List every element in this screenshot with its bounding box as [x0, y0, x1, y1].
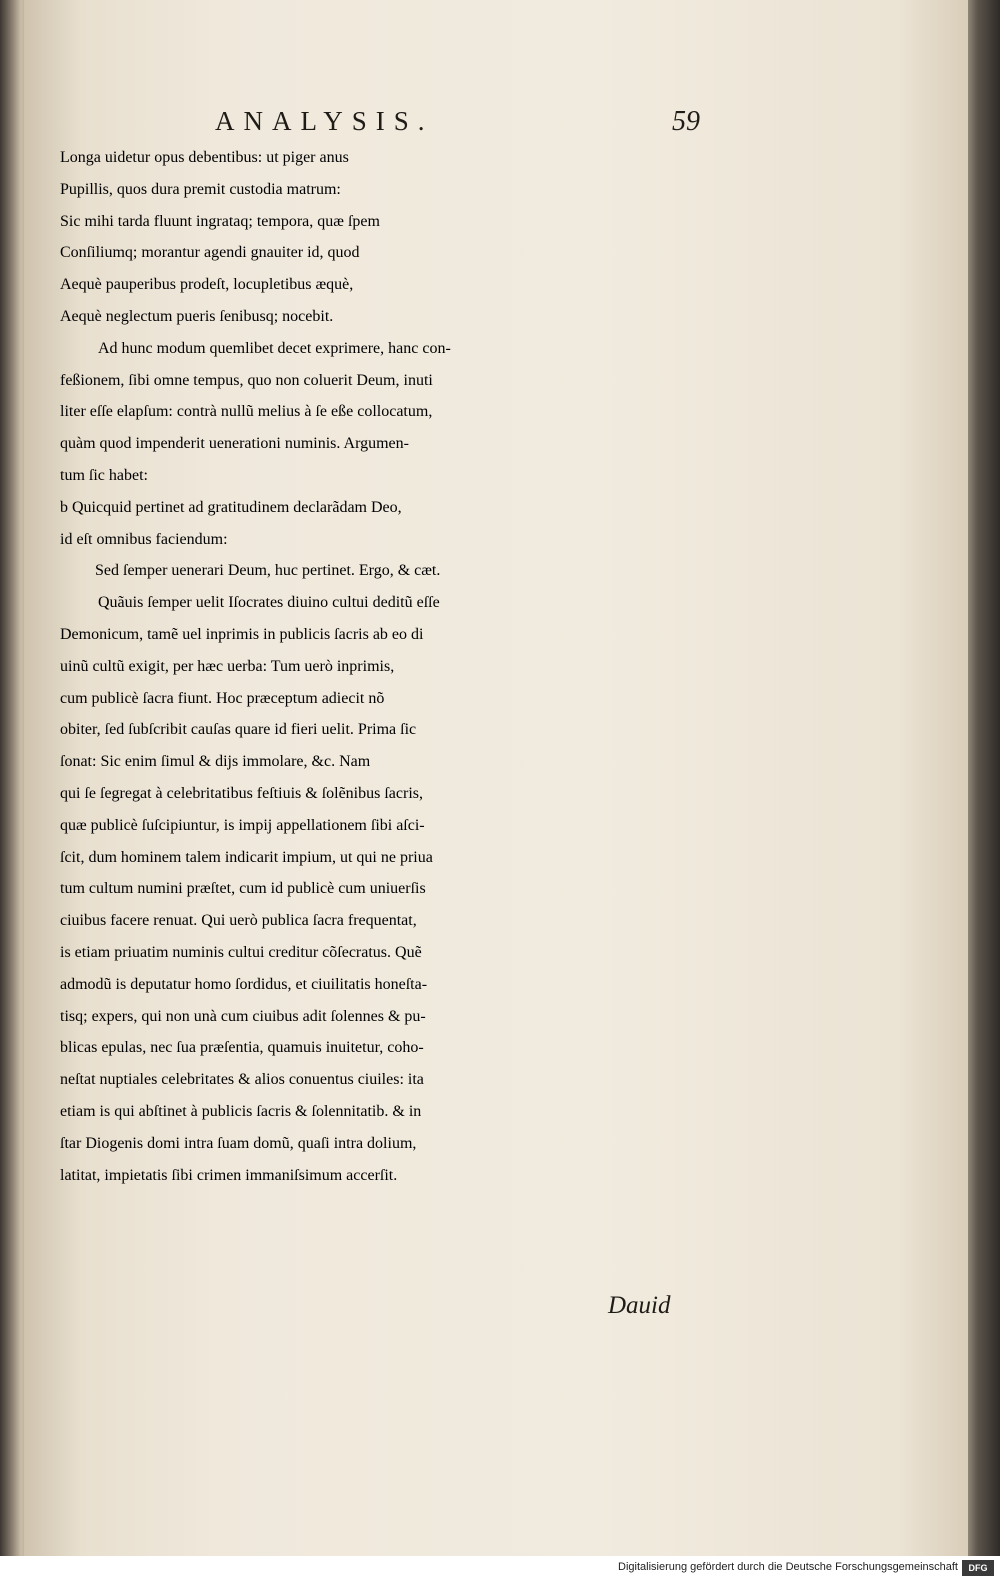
text-line: Pupillis, quos dura premit custodia matrum: — [60, 180, 341, 198]
text-line: neſtat nuptiales celebritates & alios conuentus ciuiles: ita — [60, 1071, 424, 1089]
catchword: Dauid — [608, 1292, 671, 1319]
text-line: quàm quod impenderit uenerationi numinis. Argumen- — [60, 435, 409, 453]
text-line: is etiam priuatim numinis cultui creditur cõſecratus. Quẽ — [60, 943, 422, 961]
text-line: tum ſic habet: — [60, 466, 148, 484]
footer-bar — [0, 1556, 1000, 1581]
text-line: Sic mihi tarda fluunt ingrataq; tempora, quæ ſpem — [60, 212, 380, 230]
text-line: quæ publicè ſuſcipiuntur, is impij appellationem ſibi aſci- — [60, 816, 425, 834]
right-page-edge — [968, 0, 1000, 1556]
text-line: tum cultum numini præſtet, cum id publicè cum uniuerſis — [60, 880, 426, 898]
text-line: ſonat: Sic enim ſimul & dijs immolare, &c. Nam — [60, 753, 371, 771]
text-line: feßionem, ſibi omne tempus, quo non coluerit Deum, inuti — [60, 371, 433, 389]
text-line: ſtar Diogenis domi intra ſuam domũ, quaſi intra dolium, — [60, 1134, 417, 1152]
text-line: uinũ cultũ exigit, per hæc uerba: Tum uerò inprimis, — [60, 657, 395, 675]
dfg-logo: DFG — [962, 1560, 994, 1576]
text-line: Conſiliumq; morantur agendi gnauiter id, quod — [60, 244, 360, 262]
text-line: blicas epulas, nec ſua præſentia, quamuis inuitetur, coho- — [60, 1039, 424, 1057]
text-line: liter eſſe elapſum: contrà nullũ melius à ſe eße collocatum, — [60, 403, 433, 421]
text-line: Sed ſemper uenerari Deum, huc pertinet. Ergo, & cæt. — [95, 562, 441, 580]
text-line: id eſt omnibus faciendum: — [60, 530, 228, 548]
text-line: Quãuis ſemper uelit Iſocrates diuino cultui deditũ eſſe — [98, 594, 440, 612]
text-line: b Quicquid pertinet ad gratitudinem declarãdam Deo, — [60, 498, 402, 516]
text-line: ciuibus facere renuat. Qui uerò publica ſacra frequentat, — [60, 912, 417, 930]
text-line: tisq; expers, qui non unà cum ciuibus adit ſolennes & pu- — [60, 1007, 426, 1025]
page-number: 59 — [672, 106, 700, 137]
text-line: Aequè pauperibus prodeſt, locupletibus æquè, — [60, 276, 354, 294]
text-body — [60, 142, 700, 1191]
text-line: latitat, impietatis ſibi crimen immaniſsimum accerſit. — [60, 1166, 398, 1184]
text-line: Longa uidetur opus debentibus: ut piger anus — [60, 149, 349, 166]
text-line: Demonicum, tamẽ uel inprimis in publicis ſacris ab eo di — [60, 625, 424, 643]
page-header — [60, 106, 700, 146]
text-line: obiter, ſed ſubſcribit cauſas quare id fieri uelit. Prima ſic — [60, 721, 417, 739]
text-line: admodũ is deputatur homo ſordidus, et ciuilitatis honeſta- — [60, 975, 428, 993]
running-head: ANALYSIS. — [215, 106, 434, 136]
funding-note: Digitalisierung gefördert durch die Deutsche Forschungsgemeinschaft — [618, 1561, 958, 1573]
text-line: qui ſe ſegregat à celebritatibus feſtiuis & ſolẽnibus ſacris, — [60, 784, 423, 802]
text-line: etiam is qui abſtinet à publicis ſacris & ſolennitatib. & in — [60, 1102, 422, 1120]
text-line: Aequè neglectum pueris ſenibusq; nocebit. — [60, 307, 334, 325]
text-line: cum publicè ſacra fiunt. Hoc præceptum adiecit nõ — [60, 689, 385, 707]
text-line: ſcit, dum hominem talem indicarit impium, ut qui ne priua — [60, 848, 433, 866]
text-line: Ad hunc modum quemlibet decet exprimere, hanc con- — [98, 339, 451, 357]
